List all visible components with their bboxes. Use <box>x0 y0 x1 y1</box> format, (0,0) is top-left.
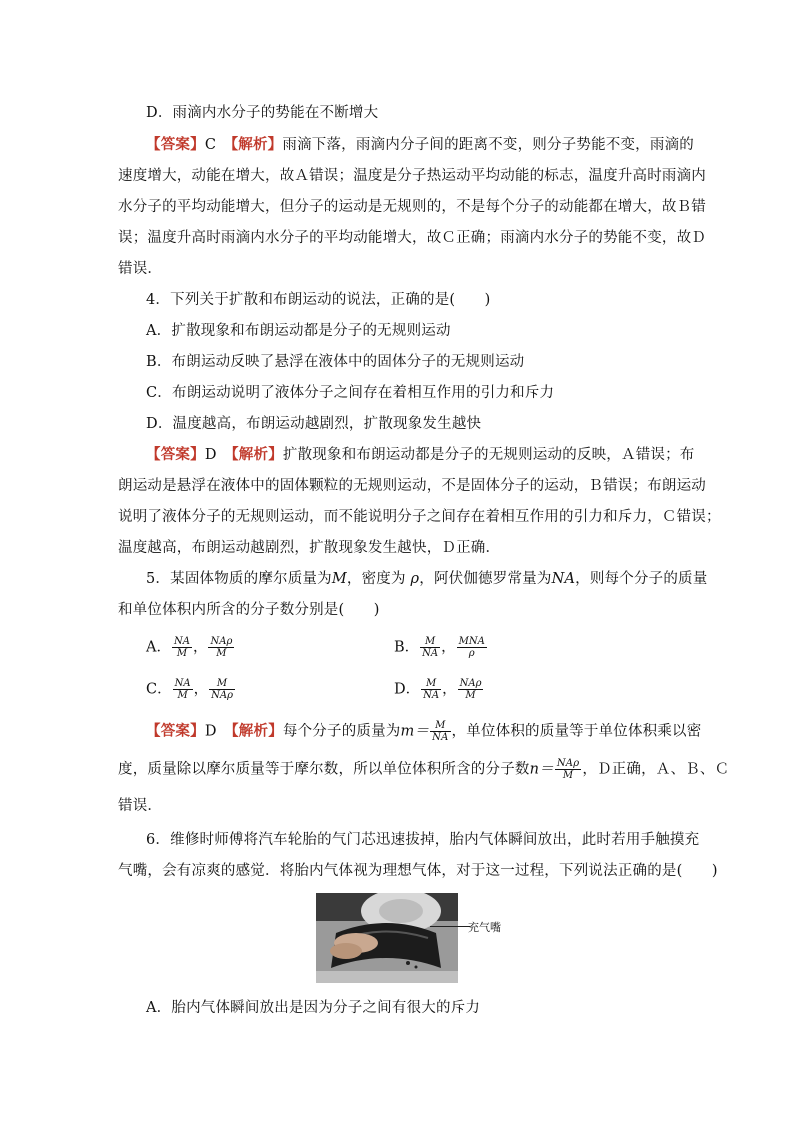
answer-4-line-3: 说明了液体分子的无规则运动，而不能说明分子之间存在着相互作用的引力和斥力，Ｃ错误； <box>118 509 721 525</box>
analysis-text: 每个分子的质量为 <box>282 723 401 740</box>
stem-text: ，阿伏伽德罗常量为 <box>419 571 552 587</box>
answer-3-line-1 <box>146 135 694 155</box>
tire-photo-illustration <box>316 893 458 983</box>
formula-n: n＝ <box>529 761 554 778</box>
question-4-option-b: B．布朗运动反映了悬浮在液体中的固体分子的无规则运动 <box>146 354 525 370</box>
answer-tag: 【答案】 <box>146 722 205 740</box>
question-5-option-d: D． $\frac{M}{NA}$ ， $\frac{\text{NAρ}}{M}$ <box>394 678 482 701</box>
fraction: $\frac{NA}{M}$ <box>174 678 191 701</box>
fraction: $\frac{\text{MNA}}{\rho}$ <box>458 636 485 659</box>
question-5-option-b: B． $\frac{M}{NA}$ ， $\frac{\text{MNA}}{\rho}$ <box>394 636 485 659</box>
analysis-text: 扩散现象和布朗运动都是分子的无规则运动的反映，Ａ错误；布 <box>282 447 695 463</box>
answer-4-line-4: 温度越高，布朗运动越剧烈，扩散现象发生越快，Ｄ正确． <box>118 540 501 556</box>
option-label: D． <box>394 681 421 698</box>
analysis-tag: 【解析】 <box>231 722 283 740</box>
question-4-option-d: D．温度越高，布朗运动越剧烈，扩散现象发生越快 <box>146 416 482 432</box>
answer-value: D <box>204 723 217 740</box>
answer-4-line-1 <box>146 445 695 465</box>
question-4-stem: 4．下列关于扩散和布朗运动的说法，正确的是( ) <box>146 292 491 308</box>
analysis-text: ，单位体积的质量等于单位体积乘以密 <box>451 723 702 740</box>
analysis-text: 度，质量除以摩尔质量等于摩尔数，所以单位体积所含的分子数 <box>118 761 530 778</box>
question-5-stem-line-2: 和单位体积内所含的分子数分别是( ) <box>118 602 380 618</box>
answer-5-line-2 <box>118 758 729 781</box>
symbol-M: M <box>331 571 347 587</box>
stem-text: ，密度为 <box>346 571 406 587</box>
fraction: $\frac{\text{NAρ}}{M}$ <box>556 758 580 781</box>
fraction: $\frac{NA}{M}$ <box>173 636 190 659</box>
analysis-tag: 【解析】 <box>230 136 283 153</box>
option-label: C． <box>146 681 172 698</box>
formula-m: m＝ <box>400 723 430 740</box>
fraction: $\frac{M}{\text{NAρ}}$ <box>211 678 233 701</box>
fraction: $\frac{M}{NA}$ <box>432 720 449 743</box>
option-label: A． <box>146 639 171 656</box>
analysis-tag: 【解析】 <box>231 446 283 463</box>
fraction: $\frac{M}{NA}$ <box>423 678 440 701</box>
tire-valve-photo <box>316 893 458 983</box>
question-3-option-d: D．雨滴内水分子的势能在不断增大 <box>146 105 379 121</box>
question-4-option-c: C．布朗运动说明了液体分子之间存在着相互作用的引力和斥力 <box>146 385 555 401</box>
fraction: $\frac{M}{NA}$ <box>422 636 439 659</box>
question-6-option-a: A．胎内气体瞬间放出是因为分子之间有很大的斥力 <box>146 1000 481 1016</box>
analysis-text: 雨滴下落，雨滴内分子间的距离不变，则分子势能不变，雨滴的 <box>282 137 694 153</box>
answer-3-line-2: 速度增大，动能在增大，故Ａ错误；温度是分子热运动平均动能的标志，温度升高时雨滴内 <box>118 168 706 184</box>
callout-leader-line <box>430 926 470 927</box>
question-5-option-c: C． $\frac{NA}{M}$ ， $\frac{M}{\text{NAρ}}$ <box>146 678 233 701</box>
question-6-stem-line-1: 6．维修时师傅将汽车轮胎的气门芯迅速拔掉，胎内气体瞬间放出，此时若用手触摸充 <box>146 832 700 848</box>
question-5-option-a: A． $\frac{NA}{M}$ ， $\frac{\text{NAρ}}{M}$ <box>146 636 233 659</box>
fraction: $\frac{\text{NAρ}}{M}$ <box>459 678 482 701</box>
answer-3-line-4: 误；温度升高时雨滴内水分子的平均动能增大，故Ｃ正确；雨滴内水分子的势能不变，故Ｄ <box>118 230 706 246</box>
answer-4-line-2: 朗运动是悬浮在液体中的固体颗粒的无规则运动，不是固体分子的运动，Ｂ错误；布朗运动 <box>118 478 706 494</box>
question-5-stem-line-1 <box>146 569 707 589</box>
answer-value: D <box>204 447 217 463</box>
question-6-stem-line-2: 气嘴，会有凉爽的感觉．将胎内气体视为理想气体，对于这一过程，下列说法正确的是( ) <box>118 863 718 879</box>
fraction: $\frac{\text{NAρ}}{M}$ <box>210 636 233 659</box>
question-4-option-a: A．扩散现象和布朗运动都是分子的无规则运动 <box>146 323 451 339</box>
answer-value: C <box>204 137 217 153</box>
stem-text: 5．某固体物质的摩尔质量为 <box>146 571 332 587</box>
symbol-rho: ρ <box>410 571 420 587</box>
answer-tag: 【答案】 <box>146 136 205 153</box>
figure-label-valve: 充气嘴 <box>468 921 501 934</box>
answer-3-line-3: 水分子的平均动能增大，但分子的运动是无规则的，不是每个分子的动能都在增大，故Ｂ错 <box>118 199 706 215</box>
stem-text: ，则每个分子的质量 <box>575 571 708 587</box>
option-label: B． <box>394 639 420 656</box>
analysis-text: ，Ｄ正确，Ａ、Ｂ、Ｃ <box>582 761 730 778</box>
answer-3-line-5: 错误． <box>118 261 163 277</box>
answer-5-line-3: 错误． <box>118 798 163 814</box>
answer-tag: 【答案】 <box>146 446 205 463</box>
symbol-NA: NA <box>551 571 576 587</box>
answer-5-line-1 <box>146 720 701 743</box>
